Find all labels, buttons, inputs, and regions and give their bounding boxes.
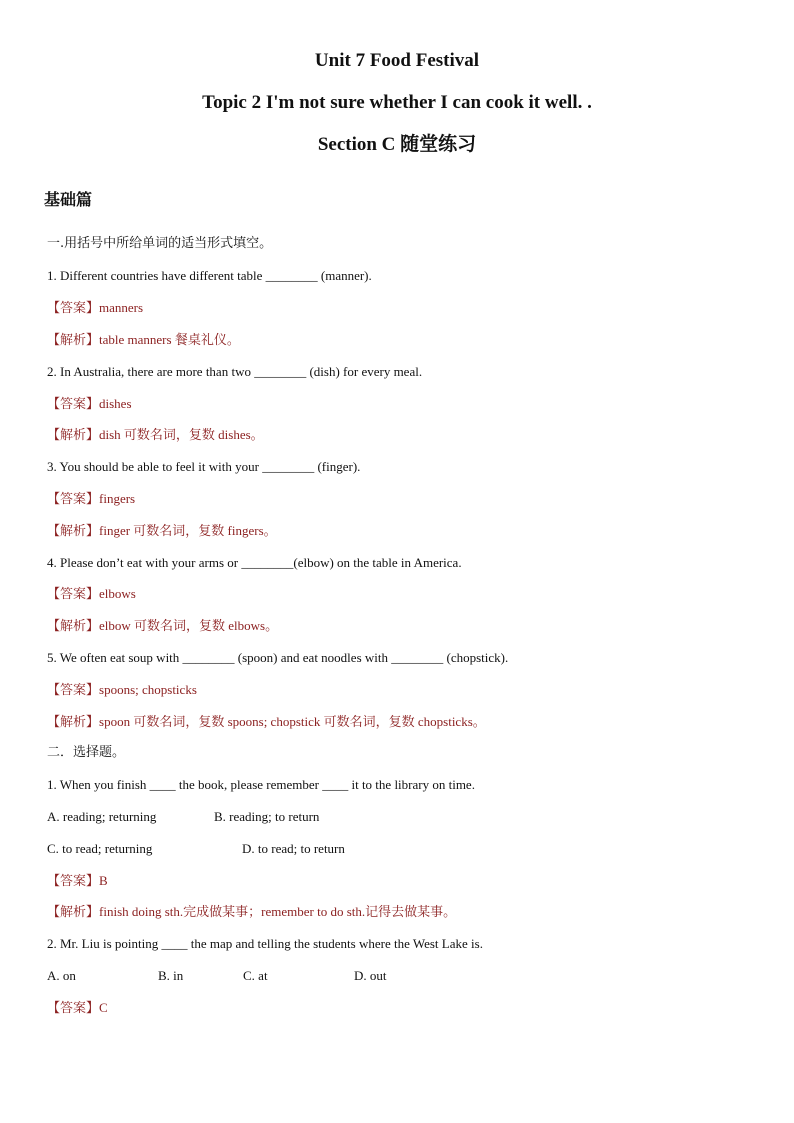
answer-text: fingers: [99, 491, 136, 506]
mc2-option-c: C. at: [243, 968, 268, 983]
answer-3: [47, 491, 135, 508]
mc2-option-b: B. in: [158, 968, 184, 983]
mc-question-1: 1. When you finish ____ the book, please remember ____ it to the library on time.: [47, 777, 475, 792]
analysis-text: elbow 可数名词，复数 elbows。: [99, 618, 279, 633]
answer-text: B: [99, 873, 108, 888]
answer-text: manners: [99, 300, 144, 315]
analysis-tag: 【解析】: [47, 524, 100, 539]
answer-text: spoons; chopsticks: [99, 682, 197, 697]
analysis-text: table manners 餐桌礼仪。: [99, 332, 240, 347]
mc1-option-a: A. reading; returning: [47, 809, 157, 824]
analysis-tag: 【解析】: [47, 619, 100, 634]
analysis-tag: 【解析】: [47, 428, 100, 443]
mc1-option-d: D. to read; to return: [242, 841, 345, 856]
answer-tag: 【答案】: [47, 397, 100, 412]
question-1: 1. Different countries have different table ________ (manner).: [47, 268, 372, 283]
answer-tag: 【答案】: [47, 301, 100, 316]
answer-1: [47, 300, 143, 317]
question-2: 2. In Australia, there are more than two ________ (dish) for every meal.: [47, 364, 423, 379]
answer-tag: 【答案】: [47, 1001, 100, 1016]
analysis-2: [47, 427, 264, 444]
answer-tag: 【答案】: [47, 492, 100, 507]
unit-title: Unit 7 Food Festival: [314, 50, 480, 71]
part1-instruction: 一.用括号中所给单词的适当形式填空。: [47, 236, 273, 251]
analysis-3: [47, 523, 277, 540]
question-3: 3. You should be able to feel it with your ________ (finger).: [47, 459, 361, 474]
question-4: 4. Please don’t eat with your arms or ________(elbow) on the table in America.: [47, 555, 462, 570]
answer-2: [47, 396, 132, 413]
mc1-analysis: [47, 904, 456, 921]
question-5: 5. We often eat soup with ________ (spoon) and eat noodles with ________ (chopstick).: [47, 650, 509, 665]
mc-question-2: 2. Mr. Liu is pointing ____ the map and telling the students where the West Lake is.: [47, 936, 483, 951]
answer-text: C: [99, 1000, 108, 1015]
analysis-text: spoon 可数名词，复数 spoons; chopstick 可数名词，复数 chopsticks。: [99, 714, 486, 729]
analysis-tag: 【解析】: [47, 905, 100, 920]
answer-text: dishes: [99, 396, 132, 411]
mc1-answer: [47, 873, 108, 890]
part2-instruction: 二．选择题。: [47, 745, 126, 760]
mc1-option-b: B. reading; to return: [214, 809, 320, 824]
answer-text: elbows: [99, 586, 136, 601]
section-title: Section C 随堂练习: [317, 134, 477, 155]
analysis-1: [47, 332, 240, 349]
mc2-answer: [47, 1000, 108, 1017]
answer-tag: 【答案】: [47, 874, 100, 889]
answer-4: [47, 586, 136, 603]
mc2-option-d: D. out: [354, 968, 387, 983]
analysis-text: finger 可数名词，复数 fingers。: [99, 523, 277, 538]
topic-title: Topic 2 I'm not sure whether I can cook it well. .: [202, 92, 592, 113]
mc1-option-c: C. to read; returning: [47, 841, 153, 856]
answer-tag: 【答案】: [47, 587, 100, 602]
analysis-text: finish doing sth.完成做某事；remember to do sth.记得去做某事。: [99, 904, 457, 919]
analysis-text: dish 可数名词，复数 dishes。: [99, 427, 264, 442]
answer-5: [47, 682, 197, 699]
basic-heading: 基础篇: [44, 190, 93, 209]
mc2-option-a: A. on: [47, 968, 76, 983]
answer-tag: 【答案】: [47, 683, 100, 698]
analysis-tag: 【解析】: [47, 333, 100, 348]
analysis-4: [47, 618, 278, 635]
analysis-5: [47, 714, 486, 731]
analysis-tag: 【解析】: [47, 715, 100, 730]
